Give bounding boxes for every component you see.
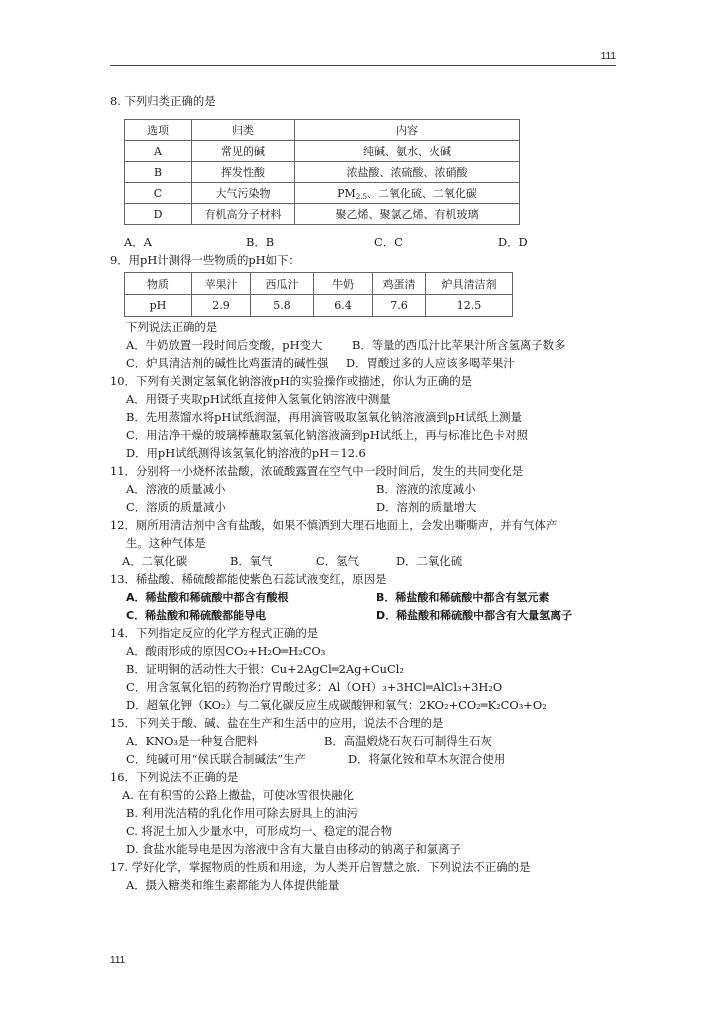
q8-cell: A [125, 141, 192, 162]
q8-header-category: 归类 [192, 120, 295, 141]
q17-stem: 17. 学好化学，掌握物质的性质和用途，为人类开启智慧之旅．下列说法不正确的是 [110, 860, 531, 874]
q9-stem: 9．用pH计测得一些物质的pH如下： [110, 253, 300, 267]
q8-cell: D [125, 204, 192, 225]
q14-option-b: B．证明铜的活动性大于银：Cu+2AgCl═2Ag+CuCl₂ [126, 662, 404, 676]
q12-option-d: D．二氧化硫 [396, 554, 463, 568]
q11-option-a: A．溶液的质量减小 [126, 482, 226, 496]
q10-option-c: C．用洁净干燥的玻璃棒蘸取氢氧化钠溶液滴到pH试纸上，再与标准比色卡对照 [126, 428, 528, 442]
pm-label: PM [337, 187, 356, 200]
q15-option-a: A．KNO₃是一种复合肥料 [126, 734, 258, 748]
header-divider [110, 65, 616, 66]
q9-cell: 7.6 [373, 295, 426, 317]
q9-cell: 物质 [125, 273, 192, 295]
q9-cell: 2.9 [192, 295, 251, 317]
q11-options-row1 [126, 481, 620, 498]
q15-options-row2 [126, 751, 620, 768]
q8-option-d: D．D [498, 235, 528, 249]
q9-cell: 12.5 [426, 295, 513, 317]
q11-stem: 11．分别将一小烧杯浓盐酸，浓硫酸露置在空气中一段时间后，发生的共同变化是 [110, 464, 524, 478]
footer-page-number: 111 [110, 955, 126, 966]
q17-option-a: A．摄入糖类和维生素都能为人体提供能量 [126, 878, 340, 892]
q12-option-a: A．二氧化碳 [122, 554, 188, 568]
q9-cell: 苹果汁 [192, 273, 251, 295]
q8-cell: C [125, 183, 192, 204]
q16-option-b: B. 利用洗洁精的乳化作用可除去厨具上的油污 [126, 806, 359, 820]
q9-cell: 5.8 [251, 295, 314, 317]
q13-option-a-text: A．稀盐酸和稀硫酸中都含有酸根 [126, 591, 289, 604]
q13-option-b [376, 589, 549, 606]
q12-option-c: C．氢气 [316, 554, 359, 568]
q16-stem: 16．下列说法不正确的是 [110, 770, 239, 784]
pm-rest: 、二氧化硫、二氧化碳 [366, 187, 477, 200]
q8-option-c: C．C [374, 235, 403, 249]
q8-options [124, 234, 564, 251]
q15-stem: 15．下列关于酸、碱、盐在生产和生活中的应用，说法不合理的是 [110, 716, 444, 730]
q9-cell: 鸡蛋清 [373, 273, 426, 295]
q14-stem: 14．下列指定反应的化学方程式正确的是 [110, 626, 319, 640]
q13-option-c-text: C．稀盐酸和稀硫酸都能导电 [126, 609, 267, 622]
q10-option-a: A．用镊子夹取pH试纸直接伸入氢氧化钠溶液中测量 [126, 392, 391, 406]
q13-options-row2 [126, 607, 620, 624]
q9-lead: 下列说法正确的是 [126, 320, 218, 334]
q8-option-a: A．A [124, 235, 152, 249]
q9-option-a: A．牛奶放置一段时间后变酸，pH变大 [126, 338, 323, 352]
q15-options-row1 [126, 733, 620, 750]
q15-option-c: C．纯碱可用“侯氏联合制碱法”生产 [126, 752, 306, 766]
q9-option-c: C．炉具清洁剂的碱性比鸡蛋清的碱性强 [126, 356, 329, 370]
q8-cell: 聚乙烯、聚氯乙烯、有机玻璃 [295, 204, 520, 225]
q10-stem: 10．下列有关测定氢氧化钠溶液pH的实验操作或描述，你认为正确的是 [110, 374, 473, 388]
q8-table [124, 119, 520, 225]
pm-subscript: 2.5 [355, 193, 367, 201]
q13-option-a [126, 589, 289, 606]
q9-cell: pH [125, 295, 192, 317]
q9-cell: 西瓜汁 [251, 273, 314, 295]
q8-option-b: B．B [246, 235, 275, 249]
q13-stem: 13．稀盐酸、稀硫酸都能使紫色石蕊试液变红，原因是 [110, 572, 387, 586]
q10-option-d: D．用pH试纸测得该氢氧化钠溶液的pH＝12.6 [126, 446, 366, 460]
q9-cell: 牛奶 [314, 273, 373, 295]
q13-option-d-text: D．稀盐酸和稀硫酸中都含有大量氢离子 [376, 609, 573, 622]
q16-option-a: A. 在有积雪的公路上撒盐，可使冰雪很快融化 [122, 788, 354, 802]
q9-options-row1 [126, 337, 620, 354]
q8-stem: 8. 下列归类正确的是 [110, 94, 216, 108]
q12-stem-line2: 生。这种气体是 [126, 536, 206, 550]
q9-cell: 炉具清洁剂 [426, 273, 513, 295]
q11-option-b: B．溶液的浓度减小 [376, 482, 476, 496]
q14-option-a: A．酸雨形成的原因CO₂+H₂O═H₂CO₃ [126, 644, 326, 658]
q15-option-d: D．将氯化铵和草木灰混合使用 [348, 752, 506, 766]
q8-cell: 纯碱、氨水、火碱 [295, 141, 520, 162]
q8-cell: B [125, 162, 192, 183]
q15-option-b: B．高温煅烧石灰石可制得生石灰 [324, 734, 492, 748]
header-page-number: 111 [600, 51, 616, 62]
q9-option-d: D．胃酸过多的人应该多喝苹果汁 [346, 356, 515, 370]
q8-cell-pm [295, 183, 520, 204]
q13-option-d [376, 607, 572, 624]
q9-cell: 6.4 [314, 295, 373, 317]
q12-options [122, 553, 582, 570]
q13-option-b-text: B．稀盐酸和稀硫酸中都含有氢元素 [376, 591, 550, 604]
q14-option-c: C．用含氢氧化铝的药物治疗胃酸过多：Al（OH）₃+3HCl═AlCl₃+3H₂O [126, 680, 503, 694]
q12-stem-line1: 12．厕所用清洁剂中含有盐酸，如果不慎洒到大理石地面上，会发出嘶嘶声，并有气体产 [110, 518, 558, 532]
q13-options-row1 [126, 589, 620, 606]
q8-cell: 大气污染物 [192, 183, 295, 204]
q9-table [124, 272, 513, 317]
q13-option-c [126, 607, 266, 624]
q16-option-c: C. 将泥土加入少量水中，可形成均一、稳定的混合物 [126, 824, 393, 838]
q11-options-row2 [126, 499, 620, 516]
q16-option-d: D. 食盐水能导电是因为溶液中含有大量自由移动的钠离子和氯离子 [126, 842, 461, 856]
q9-option-b: B．等量的西瓜汁比苹果汁所含氢离子数多 [352, 338, 566, 352]
q9-options-row2 [126, 355, 620, 372]
q11-option-d: D．溶剂的质量增大 [376, 500, 477, 514]
q12-option-b: B．氧气 [230, 554, 273, 568]
q8-cell: 有机高分子材料 [192, 204, 295, 225]
q8-cell: 常见的碱 [192, 141, 295, 162]
q8-cell: 挥发性酸 [192, 162, 295, 183]
q8-cell: 浓盐酸、浓硫酸、浓硝酸 [295, 162, 520, 183]
q8-header-content: 内容 [295, 120, 520, 141]
q10-option-b: B．先用蒸馏水将pH试纸润湿，再用滴管吸取氢氧化钠溶液滴到pH试纸上测量 [126, 410, 522, 424]
q11-option-c: C．溶质的质量减小 [126, 500, 226, 514]
q14-option-d: D．超氧化钾（KO₂）与二氧化碳反应生成碳酸钾和氧气：2KO₂+CO₂═K₂CO₃+O₂ [126, 698, 547, 712]
q8-header-option: 选项 [125, 120, 192, 141]
